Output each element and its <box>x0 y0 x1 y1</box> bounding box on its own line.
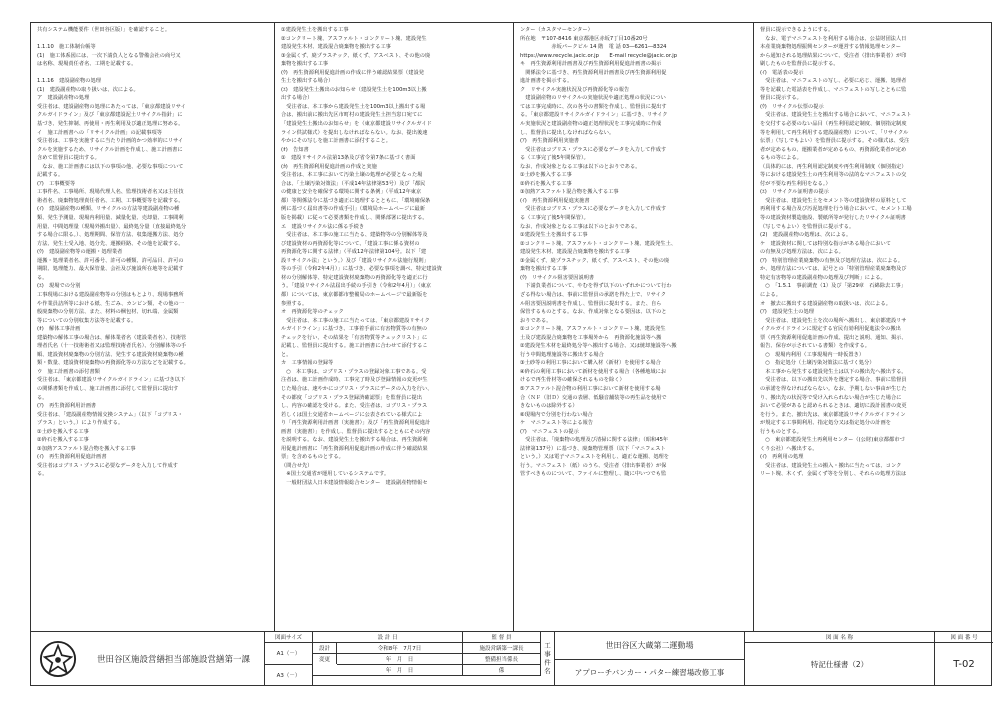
spec-text-line: ①土砂を搬入する工事 <box>520 172 572 179</box>
spec-text-line: 若しくは国土交通省ホームページに公表されている様式によ <box>281 411 423 418</box>
spec-text-line: が規定する工事間利用、指定処分又は指定処分の計画を <box>760 420 891 427</box>
spec-text-line: 赤坂パークビル 14 階 電 話 03―6261―8324 <box>520 44 667 51</box>
spec-text-line: クルガイドライン」及び「東京都建設泥土リサイクル指針」に <box>37 112 183 119</box>
spec-text-line: 般廃棄物の分別方法、また、材料の梱包材、切れ端、金属類 <box>37 309 179 316</box>
spec-text-line: し、監督員に提出しなければならない。 <box>520 129 615 136</box>
spec-text-line: 等の建設資材製造施設、製紙所等が発行したリサイクル証明書 <box>760 215 906 222</box>
drawing-name: 特記仕様書（2） <box>745 642 935 686</box>
spec-text-line: 再利用する場合及び汚泥処理を行う場合において、セメント工場 <box>760 206 912 213</box>
spec-text-line: 用量、中間処理量（現場外搬出量）、最終処分量（直接最終処分 <box>37 223 187 230</box>
spec-text-line: の承諾を得なければならない。なお、予期しない事由が生じた <box>760 385 907 392</box>
spec-text-line: 督員に提示できるようにする。 <box>760 27 834 33</box>
spec-text-line: 基づき、発生抑制、再使用・再生利用及び適正処理に努める。 <box>37 121 184 128</box>
spec-text-line: カ 工事情報の登録等 <box>281 360 334 367</box>
spec-text-line: 受注者は、建設発生土を搬出する場合において、マニフェスト <box>760 112 912 119</box>
design-date-label: 設計 <box>313 642 337 653</box>
design-date-value: 令和8年 7月7日 <box>337 642 463 653</box>
spec-text-line: イ 施工計画書への「リサイクル計画」の記載事項等 <box>37 129 162 136</box>
spec-text-line: 類、発生予測量、現場内利用量、減量化量、売却量、工事間利 <box>37 215 184 222</box>
spec-text-line: ③土砂等の利用工事において購入材（新材）を使用する場合 <box>520 360 661 367</box>
spec-text-line: 所在地 〒107-8416 東京都港区赤坂7丁目10番20号 <box>520 35 648 42</box>
spec-text-line: 合（ＮＦ（旧Ｄ）交通の表層、低騒音舗装等の再生品を使用で <box>520 394 667 401</box>
spec-text-line: くり公社）へ搬出する。 <box>760 445 818 452</box>
spec-text-line: きないものは除外する） <box>520 403 578 410</box>
spec-text-line: ①土砂を搬入する工事 <box>37 428 89 435</box>
drawing-no: T-02 <box>953 658 975 670</box>
spec-text-line: ル実施状況と建設副産物の適正処理状況を工事完成時に作成 <box>520 121 662 128</box>
spec-text-line: 版を掲載）に従って必要書類を作成し、関係部署に提出する。 <box>281 215 428 222</box>
spec-text-line: イクルガイドラインに規定する官民有効利用促進法令の搬出 <box>760 326 901 333</box>
spec-text-line: 票」を含めるものとする。 <box>281 454 344 461</box>
spec-text-line: 共有システム機能要件（世田谷区版）」を確認すること。 <box>37 27 171 33</box>
spec-text-line: 等における建設発生土の再生利用等の法的なマニフェストの交 <box>760 172 907 179</box>
spec-text-line: ル阻害要因説明書を作成し、監督員に提出する。また、自ら <box>520 300 662 307</box>
spec-text-line: 期限、処理能力、最大保管量、会社及び施設所在地等を記載す <box>37 266 184 273</box>
spec-text-line: ○ 本工事は、コブリス・プラスの登録対象工事である。受 <box>281 368 427 375</box>
spec-text-line: 生土を搬出する場合） <box>281 78 334 85</box>
spec-text-line: (ｱ) 工事概要等 <box>37 180 76 187</box>
spec-text-line: るもの等による。 <box>760 155 802 162</box>
spec-text-line: (ｲ) 再生資源利用促進計画書 <box>37 454 107 461</box>
spec-text-line: 督員に提示する。 <box>760 95 802 102</box>
inspector-1: 施設営繕第一課長 <box>463 642 541 653</box>
spec-text-line: 類・数量、建設資材廃棄物の再資源化等の方法などを記載する。 <box>37 360 189 367</box>
spec-text-line: ライン供試様式）を提出しなければならない。なお、提出後速 <box>281 129 428 136</box>
spec-text-line: 受注者は、建設発生土をセメント等の建設資材の原料として <box>760 197 907 204</box>
spec-text-line: キ 再生資源利用計画書及び再生資源利用促進計画書の掲示 <box>520 61 662 68</box>
spec-text-line: を行う。また、撤出先は、東京都建設リサイクルガイドライン <box>760 411 906 418</box>
spec-text-line: 刷したものを監督員に提示する。 <box>760 61 839 68</box>
spec-text-line: （具体的には、再生利用認定制度や再生利用制度（個別指定） <box>760 163 907 170</box>
spec-text-line: (ｳ) 再生資源利用促進計画の作成に伴う確認結果票（建設発 <box>281 69 424 76</box>
spec-text-line: と。 <box>281 351 292 358</box>
size-a3: A3（－） <box>265 664 313 686</box>
spec-text-line: 行う。マニフェスト（紙）のうち、受注者（排出事業者）が保 <box>520 462 667 469</box>
spec-text-line: 受注者は、本工事から建設発生土を100m3以上搬出する場 <box>281 103 426 110</box>
spec-text-line: ②建設発生木材を最終処分等へ搬出する場合、又は焼却施設等へ搬 <box>520 343 677 350</box>
text-column-3 <box>513 23 753 631</box>
spec-text-line: ※国土交通省が運用しているシステムです。 <box>281 471 390 478</box>
spec-text-line: (ｴ) 建設発生土搬出のお知らせ（建設発生土を100m3以上搬 <box>281 86 427 93</box>
spec-text-line: 再資源化等に関する法律」（平成12年法律第104号。以下「建 <box>281 249 427 256</box>
spec-text-line: ⑤アスファルト混合物の利用工事において新材を使用する場 <box>520 385 661 392</box>
spec-text-line: 受注者は、「建設副産物情報交換システム」（以下「コブリス・ <box>37 411 183 418</box>
spec-text-line: 理者氏名（十一技術術者又は監理技術者氏名）、分別解体等の手 <box>37 343 187 350</box>
spec-text-line: 法律第137号）に基づき、廃棄物管理票（以下「マニフェスト <box>520 445 666 452</box>
spec-text-line: ケ 建設資材に関しては特別な指示がある場合において <box>760 240 891 247</box>
spec-text-line: 受注者は、工事を実施するに当たり計画的かつ効率的にリサイ <box>37 138 184 145</box>
spec-text-line: 伝票」（写しでもよい）を監督員に提示する。その様式は、受注 <box>760 138 910 145</box>
work-name: アプローチバンカー・パター練習場改修工事 <box>555 659 745 686</box>
spec-text-line: プラス」という。）により作成する。 <box>37 420 124 427</box>
spec-text-line <box>37 35 268 44</box>
spec-text-line: ケ マニフェスト等による報告 <box>520 420 594 427</box>
spec-text-line: 都）については、東京都都市整備局のホームページで最新版を <box>281 291 428 298</box>
spec-text-line: (ｵ) 告知書 <box>281 146 309 153</box>
spec-text-line: (ｳ) リサイクル伝票の提示 <box>760 103 824 110</box>
spec-text-line: 受注者はコブリス・プラスに必要なデータを入力して作成す <box>520 146 667 153</box>
spec-text-line: (1) 施工体系図には、一次下請負人となる警備会社の商号又 <box>37 52 181 59</box>
spec-text-line: る（工事完了後5年間保管）。 <box>520 215 589 222</box>
spec-text-line: 受注者は、建設発生土の搬入・搬出に当たっては、コンク <box>760 462 902 469</box>
spec-text-line: なお、電子マニフェストを利用する場合は、公益財団法人日 <box>760 35 907 42</box>
spec-text-line: から通知される処理結果について、受注者（排出事業者）が印 <box>760 52 907 59</box>
spec-text-line: 建設発生木材、建設混合廃棄物を搬出する工事 <box>520 249 630 256</box>
spec-text-line: (2) 建設副産物の処理は、次による。 <box>760 232 852 239</box>
spec-text-line: (ｱ) 再生資源利用実施書 <box>520 138 580 145</box>
spec-text-line: （写しでもよい）を監督員に提示する。 <box>760 223 855 230</box>
spec-text-line: 保管するものとする。なお、作成対象となる要因は、以下のと <box>520 309 667 316</box>
spec-text-line: ⑥現場内で分別を行わない場合 <box>520 411 593 418</box>
spec-text-line: 材の分別解体等、特定建設資材廃棄物の再資源化等を適正に行 <box>281 274 428 281</box>
spec-text-line: 含めて監督員に提出する。 <box>37 155 100 162</box>
spec-text-line: は名称、現場責任者名、工期を記載する。 <box>37 61 137 68</box>
spec-text-line: 合は、「土壌汚染対策法」（平成14年法律第53号）及び「都民 <box>281 180 426 187</box>
spec-text-line: 合は、搬出前に搬出先区市町村の建設発生土担当窓口宛てに <box>281 112 423 119</box>
spec-text-line: 例に基づく届出書等の作成手引」（環境局ホームページに最新 <box>281 206 425 213</box>
spec-text-line: 受注者は、「東京都建設リサイクルガイドライン」に基づき以下 <box>37 377 186 384</box>
spec-text-line: る。 <box>37 394 48 401</box>
spec-text-line: 受注者はコブリス・プラスに必要なデータを入力して作成す <box>37 462 178 469</box>
spec-text-line: 等の手引（令和2年4月）」に基づき、必要な事項を調べ、特定建設資 <box>281 266 443 273</box>
spec-text-line: (ｱ) 建設発生土の処理 <box>760 309 814 316</box>
spec-text-line: 受注者は、本工事において汚染土壌の処理が必要となった場 <box>281 172 423 179</box>
spec-text-line: ○ 東京都建設発生土再利用センター（(公財)東京都都市づ <box>760 437 905 444</box>
spec-text-line: 進計画書を掲示する。 <box>520 78 573 85</box>
spec-text-line: 画書（実施書）」を作成し、監督員に提出するとともにその内容 <box>281 428 431 435</box>
org-name: 世田谷区施設営繕担当部施設営繕第一課 <box>83 632 265 686</box>
spec-text-line: ○ 指定処分（土壌汚染対策法に基づく処分） <box>760 360 875 367</box>
spec-text-line: おいて必要があると認められるときは、適切に設計図書の変更 <box>760 403 907 410</box>
spec-text-line: オ 撤去に搬出する建設副産物の取扱いは、次による。 <box>760 300 891 307</box>
size-a1: A1（－） <box>265 642 313 664</box>
spec-text-line: (ｵ) 解体工事計画 <box>37 326 81 333</box>
spec-text-line: 一般財団法人日本建設情報総合センター 建設副産物情報セ <box>281 479 428 486</box>
spec-text-line: 都）等関係法令に基づき適正に処理するとともに、「環境確保条 <box>281 197 431 204</box>
spec-text-line: 設リサイクル法」という。）及び「建設リサイクル法施行規則」 <box>281 257 429 264</box>
spec-text-line: 土及び建設混合廃棄物を工事場外から 再資源化施設等へ搬 <box>520 334 662 341</box>
spec-text-line: する場合に限る。）、処理期間、保管方法、収集運搬方法、処分 <box>37 232 184 239</box>
spec-text-line: 参照する。 <box>281 300 308 307</box>
spec-text-line: (ｲ) 建設副産物の種類、リサイクルの方法等建設副産物の種 <box>37 206 180 213</box>
spec-text-line: (1) 建設副産物の取り扱いは、次による。 <box>37 86 139 93</box>
spec-text-line: じた場合は、速やかにコブリス・プラスにデータの入力を行い、 <box>281 385 433 392</box>
spec-text-line: 運搬・処理業者名、許可番号、許可の種類、許可品目、許可の <box>37 257 184 264</box>
spec-text-line: ○ 現場内利用（工事現場内一時仮置き） <box>760 351 865 358</box>
spec-text-line: ンター（カスタマーセンター） <box>520 27 593 33</box>
spec-text-line: その都度「コブリス・プラス登録済確認票」を監督員に提出 <box>281 394 422 401</box>
spec-text-line: 受注者は、以下の搬出先以外を選定する場合、事前に監督員 <box>760 377 907 384</box>
specification-sheet <box>30 22 992 632</box>
spec-text-line: ○ 「1.5.1 事前調査（1）及び「第29章 石綿除去工事」 <box>760 283 906 290</box>
work-org: 世田谷区大蔵第二運動場 <box>555 632 745 659</box>
design-header: 設 計 日 <box>313 632 463 642</box>
setagaya-emblem-icon <box>39 640 77 678</box>
text-column-4 <box>753 23 993 631</box>
spec-text-line: クルを実施するため、リサイクル計画を作成し、施工計画書に <box>37 146 183 153</box>
spec-text-line: 受注者は、マニフェストの写し、必要に応じ、運搬、処理者 <box>760 78 907 85</box>
spec-text-line: し、内容の確認を受ける。また、受注者は、コブリス・プラス <box>281 403 428 410</box>
spec-text-line: 付が不要な再生利用をなる。） <box>760 180 831 187</box>
spec-text-line: 受注者は、建設発生土を次の場所へ搬出し、東京都建設リサ <box>760 317 907 324</box>
spec-text-line: る（工事完了後5年間保管）。 <box>520 155 589 162</box>
spec-text-line: 等を利用して再生利用する建設副産物）について、「リサイクル <box>760 129 909 136</box>
spec-text-line: ③金属くず、廃プラスチック、紙くず、アスベスト、その他の廃 <box>281 52 431 59</box>
spec-text-line: り「再生資源利用計画書（実施書）」及び「再生資源利用促進計 <box>281 420 431 427</box>
spec-text-line: 工事現場における建設副産物等の分別はもとより、現場事務所 <box>37 291 184 298</box>
spec-text-line: ②砕石を搬入する工事 <box>37 437 89 444</box>
title-block <box>30 632 992 686</box>
blank-date: 年 月 日 <box>337 664 463 675</box>
change-date: 年 月 日 <box>337 653 463 664</box>
spec-text-line: ①建設発生土を搬出する工事 <box>520 232 588 239</box>
spec-text-line: の有無及び処理方法は、次による。 <box>760 249 844 256</box>
spec-text-line: (ｳ) リサイクル阻害要因説明書 <box>520 274 595 281</box>
spec-text-line: 注者は、施工計画作成時、工事完了時及び登録情報の変更が生 <box>281 377 428 384</box>
spec-text-line: (ｲ) 再利用の処理 <box>760 454 804 461</box>
spec-text-line: 棄物を搬出する工事 <box>520 266 568 273</box>
spec-text-line: う。「建設リサイクル法届出手続の手引き（令和2年4月）」（東京 <box>281 283 432 290</box>
spec-text-line: ③加熱アスファルト混合物を搬入する工事 <box>520 189 619 196</box>
spec-text-line: なお、施工計画書には以下の事項の他、必要な事項について <box>37 163 184 170</box>
spec-text-line <box>37 69 268 78</box>
spec-text-line: ① 建設リサイクル法第13条及び省令第7条に基づく書面 <box>281 155 416 162</box>
drawing-name-header: 図 面 名 称 <box>745 632 935 642</box>
size-header: 図面サイズ <box>265 632 313 642</box>
spec-text-line: なお、作成対象となる工事は以下のとおりである。 <box>520 223 641 230</box>
spec-text-line: 者が定めるもの、運搬業者が定めるもの、再資源化業者が定め <box>760 146 907 153</box>
spec-text-line: 受注者は、「廃棄物の処理及び清掃に関する法律」（昭和45年 <box>520 437 669 444</box>
spec-text-line: ウ 施工計画書の添付書類 <box>37 368 100 375</box>
spec-text-line: ク リサイクル実施状況及び再資源化等の報告 <box>520 86 630 93</box>
spec-text-line: 順、建設資材廃棄物の分別方法、発生する建設資材廃棄物の種 <box>37 351 184 358</box>
spec-text-line: 行うものとする。 <box>760 428 802 435</box>
spec-text-line: 1.1.10 施工体制台帳等 <box>37 44 96 51</box>
spec-text-line: という。）又は電子マニフェストを利用し、適正な運搬、処理を <box>520 454 670 461</box>
spec-text-line: る。 <box>37 274 48 281</box>
spec-text-line: 受注者は、本工事の施工に当たる、建築物等の分別解体等及 <box>281 232 428 239</box>
spec-text-line: 「建設発生土搬出のお知らせ」を（東京都建設リサイクルガイド <box>281 121 432 128</box>
spec-text-line: 本工事から発生する建設発生土は以下の搬出先へ搬出する。 <box>760 368 907 375</box>
inspector-header: 監 督 員 <box>463 632 541 642</box>
spec-text-line: や作業員詰所等における紙、生ごみ、カンビン類、その他の一 <box>37 300 184 307</box>
spec-text-line: (ｱ) 再生資源利用計画書 <box>37 403 97 410</box>
spec-text-line: エ 建設リサイクル法に係る手続き <box>281 223 365 230</box>
spec-text-line: 出する場合） <box>281 95 313 102</box>
spec-text-line: か、処理方法については、記号との「特別管理産業廃棄物及び <box>760 266 907 273</box>
spec-text-line: を説明する。なお、建設発生土を搬出する場合は、再生資源利 <box>281 437 428 444</box>
spec-text-line: ルガイドライン」に基づき、工事着手前に有害物質等の有無の <box>281 326 428 333</box>
spec-text-line: 受注者はコブリス・プラスに必要なデータを入力して作成す <box>520 206 667 213</box>
spec-text-line: ③加熱アスファルト混合物を搬入する工事 <box>37 445 136 452</box>
spec-text-line: 棄物を搬出する工事 <box>281 61 329 68</box>
spec-text-line: 建築物の解体工事の場合は、解体業者名（建設業者名）、技術管 <box>37 334 187 341</box>
spec-text-line: ③金属くず、廃プラスチック、紙くず、アスベスト、その他の廃 <box>520 257 670 264</box>
spec-text-line: (ｱ) マニフェストの提示 <box>520 428 579 435</box>
spec-text-line: （問合せ先） <box>281 462 313 469</box>
spec-text-line: (ｳ) 建設副産物等の運搬・処理業者 <box>37 249 123 256</box>
spec-text-line: 等を記載した電話表を作成し、マニフェストの写しとともに監 <box>760 86 907 93</box>
spec-text-line: ②砕石を搬入する工事 <box>520 180 572 187</box>
spec-text-line: 記載する。 <box>37 172 64 179</box>
spec-text-line: (ｴ) 現場での分別 <box>37 283 81 290</box>
spec-text-line: ②コンクリート塊、アスファルト・コンクリート塊、建設発生土、 <box>520 240 677 247</box>
spec-text-line: る。「東京都建設リサイクルガイドライン」に基づき、リサイク <box>520 112 668 119</box>
spec-text-line: 工事件名、工事場所、現場代理人名、監理技術者名又は主任技 <box>37 189 184 196</box>
spec-text-line: 受注者は、本工事の施工に当たっては、「東京都建設リサイク <box>281 317 430 324</box>
spec-text-line: 関係法令に基づき、再生資源利用計画書及び再生資源利用促 <box>520 69 667 76</box>
spec-text-line: 等についての分別収集方法等を記載する。 <box>37 317 137 324</box>
spec-text-line: チェックを行い、その結果を「有害物質等チェックリスト」に <box>281 334 428 341</box>
spec-text-line: ざる得ない場合は、事前に監督員の承諾を得た上で、リサイク <box>520 291 666 298</box>
spec-text-line: ては工事完成時に、次の各号の書類を作成し、監督員に提出す <box>520 103 667 110</box>
text-column-1 <box>31 23 274 631</box>
spec-text-line: 用促進計画書に「再生資源利用促進計画の作成に伴う確認結果 <box>281 445 428 452</box>
spec-text-line: (ｱ) 特別管理産業廃棄物の有無及び処理方法は、次による。 <box>760 257 903 264</box>
spec-text-line: なお、作成対象となる工事は以下のとおりである。 <box>520 163 641 170</box>
spec-text-line: り、搬出先の状況等で受け入れられない場合が生じた場合に <box>760 394 902 401</box>
spec-text-line: オ 再資源化等のチェック <box>281 309 344 316</box>
spec-text-line: 受注者は、建設副産物の処理にあたっては、「東京都建設リサイ <box>37 103 186 110</box>
spec-text-line: 行う中間処理施設等に搬出する場合 <box>520 351 604 358</box>
spec-text-line: ①建設発生土を搬出する工事 <box>281 27 349 33</box>
spec-text-line: 管すべきものについて、ファイルに整理し、随に中いつでも監 <box>520 471 667 478</box>
spec-text-line: おりである。 <box>520 317 552 324</box>
spec-text-line: 1.1.16 建設副産物の処理 <box>37 78 101 85</box>
spec-text-line: 術者名、廃棄物処理責任者名、工期、工事概要等を記載する。 <box>37 197 184 204</box>
spec-text-line: リート塊、木くず、金属くず等を分別し、それらの処理方法は <box>760 471 907 478</box>
inspector-3: 係 <box>463 664 541 675</box>
spec-text-line: ①コンクリート塊、アスファルト・コンクリート塊、建設発生 <box>520 326 666 333</box>
spec-text-line: による。 <box>760 291 781 298</box>
spec-text-line: の健康と安全を確保する環境に関する条例」（平成12年東京 <box>281 189 422 196</box>
spec-text-line: ②コンクリート塊、アスファルト・コンクリート塊、建設発生 <box>281 35 427 42</box>
change-label: 変更 <box>313 653 337 664</box>
drawing-no-header: 図 面 番 号 <box>950 635 978 641</box>
spec-text-line: ④砕石の利用工事において新材を使用する場合（各種地域にお <box>520 368 667 375</box>
text-column-2 <box>274 23 513 631</box>
work-label: 工事件名 <box>541 632 555 686</box>
spec-text-line: び建設資材の再資源化等について、「建設工事に係る資材の <box>281 240 420 247</box>
spec-text-line: 特定有害物等の建設副産物の処理及び判断」による。 <box>760 274 886 281</box>
spec-text-line: https://www.recycle.jacic.or.jp E-mail recycle@jacic.or.jp <box>520 52 678 59</box>
spec-text-line: 記載し、監督員に提出する。施工計画書に合わせて添付するこ <box>281 343 428 350</box>
spec-text-line: 方法、発生土受入地、処分先、運搬経路、その他を記載する。 <box>37 240 184 247</box>
spec-text-line: の関係書類を作成し、施工計画書に添付して監督員に提出す <box>37 385 179 392</box>
spec-text-line: (ｲ) 再生資源利用促進実施書 <box>520 197 590 204</box>
spec-text-line: 票（再生資源利用促進計画の作成、提出と説明、通知、掲示、 <box>760 334 907 341</box>
spec-text-line: を交付する必要のない品目（再生利用認定制度、個別指定制度 <box>760 121 907 128</box>
spec-text-line: 本産業廃棄物処理振興センターが運営する情報処理センター <box>760 44 901 51</box>
spec-text-line: 下請負業者について、やむを得ず以下のいずれかについて行わ <box>520 283 672 290</box>
inspector-2: 整備担当係長 <box>463 653 541 664</box>
spec-text-line: やかにその写しを施工計画書に添付すること。 <box>281 138 391 145</box>
spec-text-line: 建設発生木材、建設混合廃棄物を搬出する工事 <box>281 44 391 51</box>
spec-text-line: 報告、保存が示されている書類）を作成する。 <box>760 343 870 350</box>
spec-text-line: る。 <box>37 471 48 478</box>
spec-text-line: (ｶ) 再生資源利用促進計画の作成と実施 <box>281 163 377 170</box>
spec-text-line: けるで再生骨材等の確保されるものを除く） <box>520 377 625 384</box>
spec-text-line: 建設副産物のリサイクルの実施状況や適正処理の状況につい <box>520 95 666 102</box>
spec-text-line: ア 建設副産物の処理 <box>37 95 90 102</box>
spec-text-line: (ｲ) 電話表の提示 <box>760 69 804 76</box>
spec-text-line: (ｴ) リサイクル証明書の提示 <box>760 189 829 196</box>
